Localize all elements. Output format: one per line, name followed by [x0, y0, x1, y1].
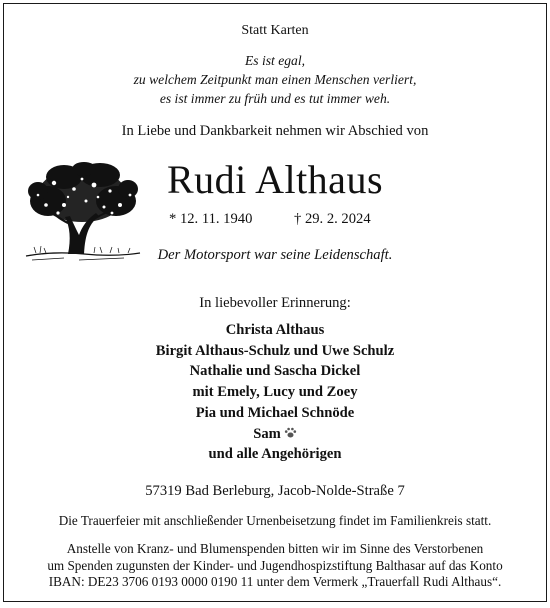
donation-line: IBAN: DE23 3706 0193 0000 0190 11 unter dem Vermerk „Trauerfall Rudi Althaus“. — [48, 574, 502, 589]
mourner-item: Pia und Michael Schnöde — [195, 404, 355, 421]
donation-line: um Spenden zugunsten der Kinder- und Jugendhospizstiftung Balthasar auf das Konto — [47, 557, 503, 573]
mourner-pet-name: Sam — [253, 425, 281, 442]
mourners-list — [4, 320, 546, 465]
mourner-item-pet — [4, 424, 546, 445]
quote-line: Es ist egal, — [244, 53, 306, 68]
death-date: † 29. 2. 2024 — [294, 211, 371, 227]
header-statt-karten: Statt Karten — [241, 23, 309, 38]
birth-date: * 12. 11. 1940 — [169, 211, 253, 227]
mourner-item: Nathalie und Sascha Dickel — [189, 363, 361, 380]
family-address: 57319 Bad Berleburg, Jacob-Nolde-Straße 7 — [145, 483, 405, 499]
deceased-name: Rudi Althaus — [166, 157, 384, 202]
quote-block — [4, 51, 546, 108]
quote-line: es ist immer zu früh und es tut immer weh. — [159, 91, 391, 106]
ceremony-notice: Die Trauerfeier mit anschließender Urnenbeisetzung findet im Familienkreis statt. — [58, 513, 492, 528]
donation-notice — [4, 541, 546, 591]
obituary-card — [3, 3, 547, 602]
paw-print-icon — [284, 426, 297, 439]
mourner-item: Christa Althaus — [225, 322, 325, 338]
mourner-item: und alle Angehörigen — [208, 446, 342, 463]
motto-text: Der Motorsport war seine Leidenschaft. — [157, 247, 393, 263]
donation-line: Anstelle von Kranz- und Blumenspenden bitten wir im Sinne des Verstorbenen — [66, 541, 484, 556]
mourner-item: mit Emely, Lucy und Zoey — [192, 384, 358, 401]
mourner-item: Birgit Althaus-Schulz und Uwe Schulz — [155, 342, 395, 359]
intro-text: In Liebe und Dankbarkeit nehmen wir Abschied von — [121, 123, 429, 139]
quote-line: zu welchem Zeitpunkt man einen Menschen verliert, — [133, 72, 417, 87]
memory-heading: In liebevoller Erinnerung: — [199, 295, 351, 311]
